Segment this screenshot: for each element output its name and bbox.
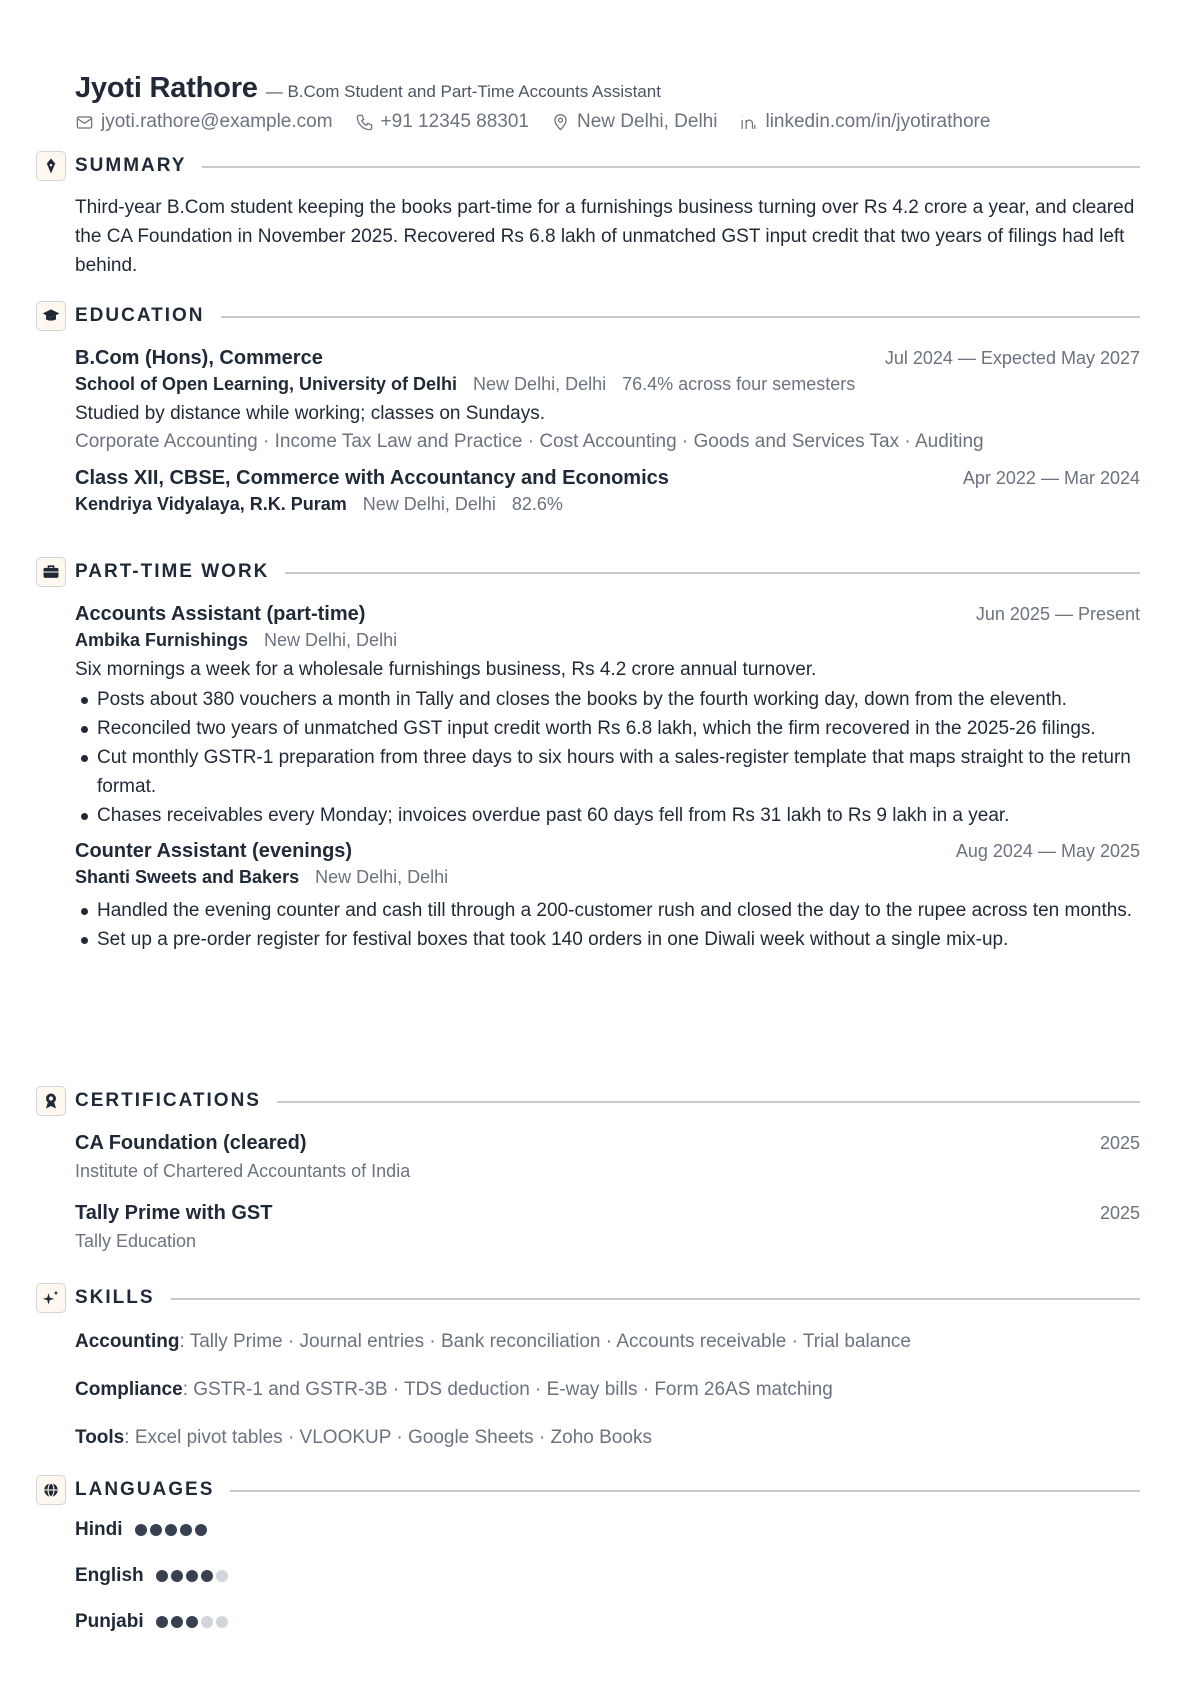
- certification-issuer: Tally Education: [75, 1231, 197, 1251]
- briefcase-icon: [36, 557, 66, 587]
- education-dates: Apr 2022 — Mar 2024: [962, 468, 1140, 488]
- section-divider: [202, 166, 1140, 168]
- bullet-item: Reconciled two years of unmatched GST input credit worth Rs 6.8 lakh, which the firm recovered in the 2025-26 filings.: [75, 714, 1140, 743]
- proficiency-dot-filled: [165, 1524, 177, 1536]
- phone-icon: [355, 113, 374, 132]
- certification-year: 2025: [1099, 1133, 1140, 1153]
- job-bullets: [75, 896, 1140, 954]
- company-location: New Delhi, Delhi: [315, 867, 449, 887]
- school-location: New Delhi, Delhi: [473, 374, 607, 394]
- certification-entry: [75, 1132, 1140, 1182]
- contact-email[interactable]: [75, 111, 333, 133]
- school-location: New Delhi, Delhi: [362, 494, 496, 514]
- education-section: [36, 301, 1140, 515]
- section-divider: [285, 572, 1140, 574]
- language-item: [75, 1519, 1140, 1541]
- skill-category: Compliance: [75, 1379, 183, 1400]
- proficiency-dot-filled: [150, 1524, 162, 1536]
- linkedin-icon: [739, 113, 758, 132]
- job-dates: Aug 2024 — May 2025: [955, 841, 1140, 861]
- section-divider: [221, 316, 1140, 318]
- language-item: [75, 1565, 1140, 1587]
- job-title: Accounts Assistant (part-time): [75, 603, 366, 625]
- contact-phone-text: +91 12345 88301: [380, 111, 530, 132]
- languages-section: [36, 1475, 1140, 1633]
- skill-items: : GSTR-1 and GSTR-3B · TDS deduction · E-way bills · Form 26AS matching: [182, 1379, 833, 1400]
- skills-section: [36, 1283, 1140, 1449]
- section-title: SUMMARY: [75, 155, 187, 176]
- language-name: English: [75, 1565, 144, 1586]
- job-dates: Jun 2025 — Present: [975, 604, 1140, 624]
- candidate-headline: — B.Com Student and Part-Time Accounts Assistant: [265, 82, 661, 101]
- company-name: Shanti Sweets and Bakers: [75, 867, 300, 887]
- contact-location: [551, 111, 717, 133]
- language-item: [75, 1611, 1140, 1633]
- school-name: School of Open Learning, University of Delhi: [75, 374, 458, 394]
- bullet-item: Chases receivables every Monday; invoices overdue past 60 days fell from Rs 31 lakh to Rs 9 lakh in a year.: [75, 801, 1140, 830]
- pen-nib-icon: [36, 151, 66, 181]
- proficiency-dot-filled: [171, 1616, 183, 1628]
- bullet-item: Posts about 380 vouchers a month in Tally and closes the books by the fourth working day, down from the eleventh.: [75, 685, 1140, 714]
- skill-category: Tools: [75, 1427, 125, 1448]
- proficiency-dots: [156, 1570, 228, 1582]
- coursework-list: Corporate Accounting · Income Tax Law and Practice · Cost Accounting · Goods and Services Tax · Auditing: [75, 431, 984, 452]
- proficiency-dot-filled: [186, 1616, 198, 1628]
- proficiency-dots: [156, 1616, 228, 1628]
- skill-group: [75, 1379, 1140, 1401]
- skill-items: : Tally Prime · Journal entries · Bank reconciliation · Accounts receivable · Trial balance: [179, 1331, 911, 1352]
- proficiency-dot-filled: [171, 1570, 183, 1582]
- bullet-item: Cut monthly GSTR-1 preparation from three days to six hours with a sales-register template that maps straight to the return format.: [75, 743, 1140, 801]
- contact-linkedin[interactable]: [739, 111, 990, 133]
- section-title: PART-TIME WORK: [75, 561, 270, 582]
- proficiency-dot-filled: [201, 1570, 213, 1582]
- resume-header: [75, 72, 1140, 133]
- bullet-item: Handled the evening counter and cash till through a 200-customer rush and closed the day to the rupee across ten months.: [75, 896, 1140, 925]
- school-score: 76.4% across four semesters: [622, 374, 856, 394]
- work-section: [36, 557, 1140, 954]
- contact-phone[interactable]: [355, 111, 529, 133]
- skill-group: [75, 1331, 1140, 1353]
- education-entry: [75, 467, 1140, 515]
- certification-entry: [75, 1202, 1140, 1252]
- proficiency-dot-empty: [216, 1570, 228, 1582]
- proficiency-dots: [135, 1524, 207, 1536]
- proficiency-dot-filled: [156, 1570, 168, 1582]
- certification-issuer: Institute of Chartered Accountants of India: [75, 1161, 411, 1181]
- section-title: CERTIFICATIONS: [75, 1090, 261, 1111]
- globe-icon: [36, 1475, 66, 1505]
- skill-group: [75, 1427, 1140, 1449]
- job-title: Counter Assistant (evenings): [75, 840, 353, 862]
- certifications-section: [36, 1086, 1140, 1252]
- summary-section: [36, 151, 1140, 280]
- work-entry: [75, 840, 1140, 954]
- contact-row: [75, 111, 1140, 133]
- mail-icon: [75, 113, 94, 132]
- skill-items: : Excel pivot tables · VLOOKUP · Google Sheets · Zoho Books: [124, 1427, 652, 1448]
- section-divider: [230, 1490, 1140, 1492]
- section-divider: [277, 1101, 1140, 1103]
- proficiency-dot-filled: [135, 1524, 147, 1536]
- section-title: EDUCATION: [75, 305, 205, 326]
- proficiency-dot-filled: [186, 1570, 198, 1582]
- contact-email-text: jyoti.rathore@example.com: [101, 111, 333, 132]
- company-location: New Delhi, Delhi: [264, 630, 398, 650]
- proficiency-dot-empty: [216, 1616, 228, 1628]
- candidate-name: Jyoti Rathore: [75, 72, 258, 104]
- job-bullets: [75, 685, 1140, 830]
- company-name: Ambika Furnishings: [75, 630, 249, 650]
- section-title: SKILLS: [75, 1287, 155, 1308]
- language-name: Punjabi: [75, 1611, 144, 1632]
- degree-title: Class XII, CBSE, Commerce with Accountancy and Economics: [75, 467, 669, 489]
- section-divider: [171, 1298, 1140, 1300]
- contact-linkedin-text: linkedin.com/in/jyotirathore: [765, 111, 991, 132]
- language-name: Hindi: [75, 1519, 123, 1540]
- proficiency-dot-filled: [156, 1616, 168, 1628]
- certification-name: CA Foundation (cleared): [75, 1132, 307, 1154]
- summary-text: Third-year B.Com student keeping the books part-time for a furnishings business turning over Rs 4.2 crore a year, and cleared the CA Foundation in November 2025. Recovered Rs 6.8 lakh of unmatched GST input credit that two years of filings had left behind.: [75, 197, 1135, 276]
- job-summary: Six mornings a week for a wholesale furnishings business, Rs 4.2 crore annual turnover.: [75, 659, 817, 680]
- certification-year: 2025: [1099, 1203, 1140, 1223]
- education-entry: [75, 347, 1140, 453]
- section-title: LANGUAGES: [75, 1479, 215, 1500]
- degree-title: B.Com (Hons), Commerce: [75, 347, 323, 369]
- award-icon: [36, 1086, 66, 1116]
- proficiency-dot-empty: [201, 1616, 213, 1628]
- certification-name: Tally Prime with GST: [75, 1202, 273, 1224]
- proficiency-dot-filled: [195, 1524, 207, 1536]
- proficiency-dot-filled: [180, 1524, 192, 1536]
- sparkle-icon: [36, 1283, 66, 1313]
- graduation-cap-icon: [36, 301, 66, 331]
- contact-location-text: New Delhi, Delhi: [577, 111, 718, 132]
- language-list: [75, 1519, 1140, 1633]
- work-entry: [75, 603, 1140, 830]
- skill-category: Accounting: [75, 1331, 180, 1352]
- location-pin-icon: [551, 113, 570, 132]
- school-name: Kendriya Vidyalaya, R.K. Puram: [75, 494, 347, 514]
- school-score: 82.6%: [511, 494, 563, 514]
- bullet-item: Set up a pre-order register for festival boxes that took 140 orders in one Diwali week without a single mix-up.: [75, 925, 1140, 954]
- education-note: Studied by distance while working; classes on Sundays.: [75, 403, 545, 424]
- education-dates: Jul 2024 — Expected May 2027: [884, 348, 1140, 368]
